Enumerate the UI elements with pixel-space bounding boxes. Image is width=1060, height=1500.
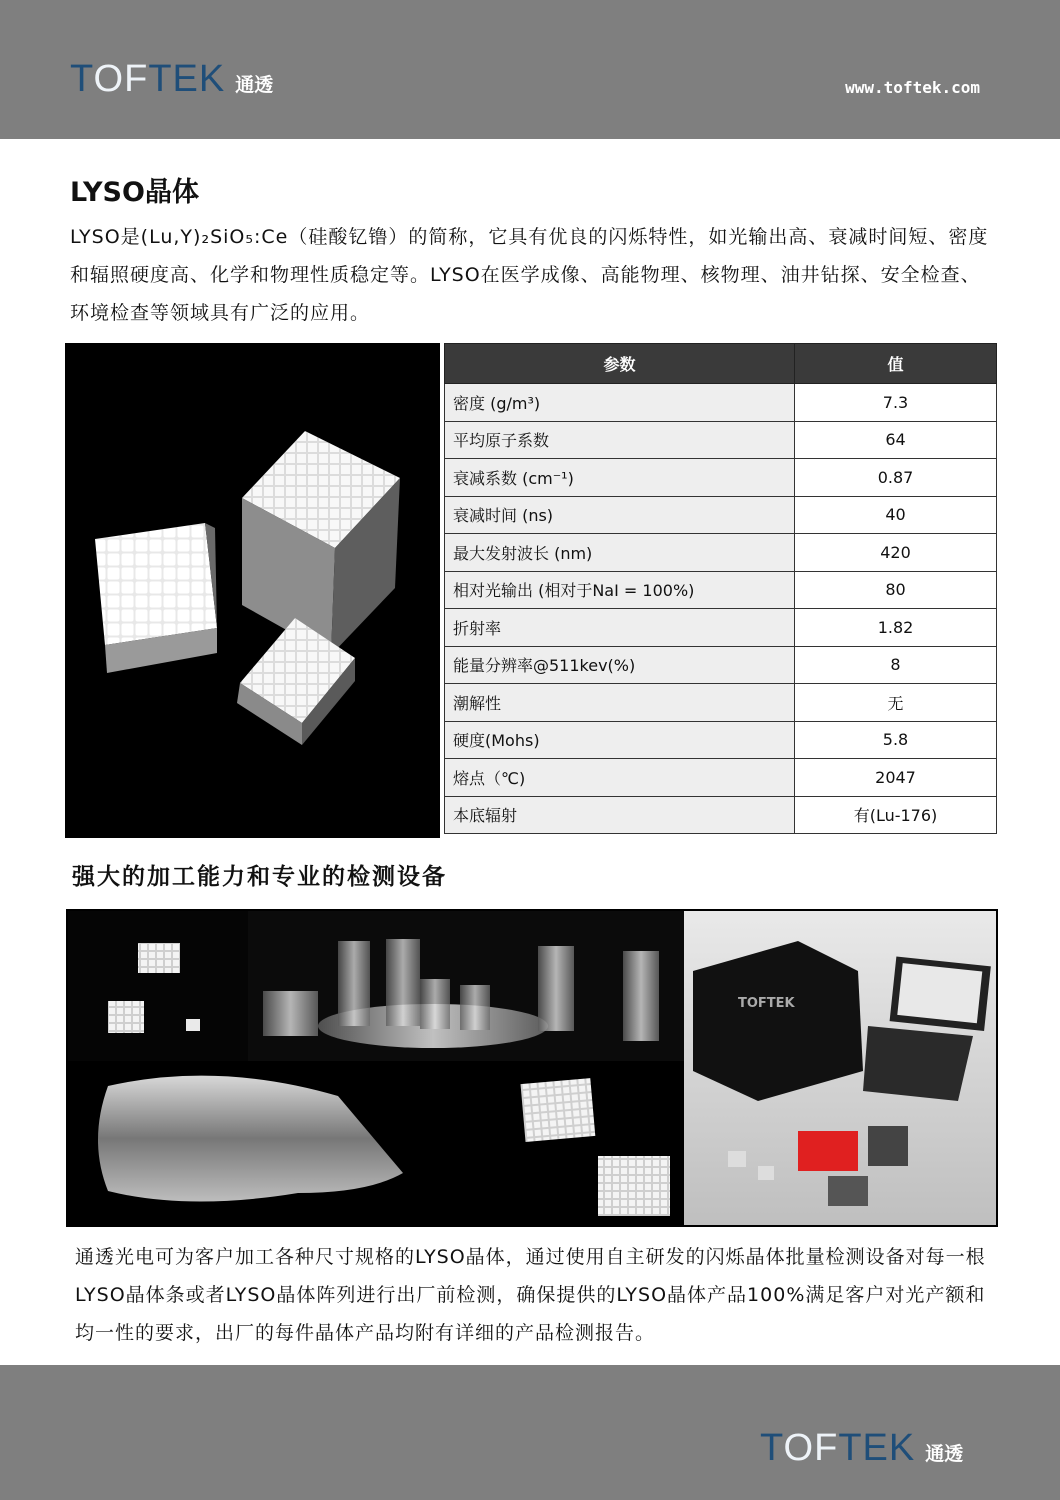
page-title: LYSO晶体 [70,177,199,208]
param-cell: 能量分辨率@511kev(%) [445,646,795,684]
table-row [445,496,997,534]
table-row [445,384,997,422]
table-row [445,459,997,497]
value-cell: 8 [795,646,997,684]
logo-letters-tek: TEK [148,58,226,100]
param-cell: 折射率 [445,609,795,647]
logo-letter-t: T [70,58,94,100]
table-row [445,759,997,797]
param-cell: 硬度(Mohs) [445,721,795,759]
outro-paragraph: 通透光电可为客户加工各种尺寸规格的LYSO晶体，通过使用自主研发的闪烁晶体批量检测设备对每一根LYSO晶体条或者LYSO晶体阵列进行出厂前检测，确保提供的LYSO晶体产品100%满足客户对光产额和均一性的要求，出厂的每件晶体产品均附有详细的产品检测报告。 [75,1246,986,1344]
value-cell: 2047 [795,759,997,797]
value-cell: 无 [795,684,997,722]
table-row [445,534,997,572]
logo-chinese: 通透 [925,1443,964,1465]
table-row [445,796,997,834]
table-row [445,684,997,722]
section-subtitle: 强大的加工能力和专业的检测设备 [72,864,447,890]
logo-chinese: 通透 [235,74,274,96]
device-brand-label: TOFTEK [738,996,795,1011]
intro-paragraph: LYSO是(Lu,Y)₂SiO₅:Ce（硅酸钇镥）的简称，它具有优良的闪烁特性，如光输出高、衰减时间短、密度和辐照硬度高、化学和物理性质稳定等。LYSO在医学成像、高能物理、核物理、油井钻探、安全检查、环境检查等领域具有广泛的应用。 [70,226,989,324]
param-cell: 衰减系数 (cm⁻¹) [445,459,795,497]
parameter-table [444,343,997,834]
param-cell: 潮解性 [445,684,795,722]
value-cell: 1.82 [795,609,997,647]
table-row [445,646,997,684]
value-cell: 0.87 [795,459,997,497]
logo-letters-of: OF [93,58,149,100]
logo-letter-t: T [760,1427,784,1469]
value-cell: 420 [795,534,997,572]
value-cell: 有(Lu-176) [795,796,997,834]
website-url[interactable]: www.toftek.com [845,78,980,97]
param-cell: 熔点（℃) [445,759,795,797]
param-cell: 平均原子系数 [445,421,795,459]
page-footer [0,1365,1060,1500]
column-header-value: 值 [795,344,997,384]
table-header-row [445,344,997,384]
param-cell: 衰减时间 (ns) [445,496,795,534]
value-cell: 5.8 [795,721,997,759]
value-cell: 7.3 [795,384,997,422]
param-cell: 本底辐射 [445,796,795,834]
footer-toftek-logo [760,1427,963,1470]
logo-letters-of: OF [783,1427,839,1469]
table-row [445,609,997,647]
gallery-illustration [68,911,996,1225]
param-cell: 密度 (g/m³) [445,384,795,422]
page-header [0,0,1060,139]
param-cell: 相对光输出 (相对于NaI = 100%) [445,571,795,609]
table-row [445,571,997,609]
table-row [445,421,997,459]
value-cell: 64 [795,421,997,459]
crystal-blocks-illustration [65,343,440,838]
toftek-logo [70,58,273,101]
lyso-crystal-photo [65,343,440,838]
value-cell: 80 [795,571,997,609]
table-row [445,721,997,759]
logo-letters-tek: TEK [838,1427,916,1469]
param-cell: 最大发射波长 (nm) [445,534,795,572]
product-photo-gallery [66,909,998,1227]
value-cell: 40 [795,496,997,534]
column-header-param: 参数 [445,344,795,384]
photo-small-arrays [68,911,248,1061]
